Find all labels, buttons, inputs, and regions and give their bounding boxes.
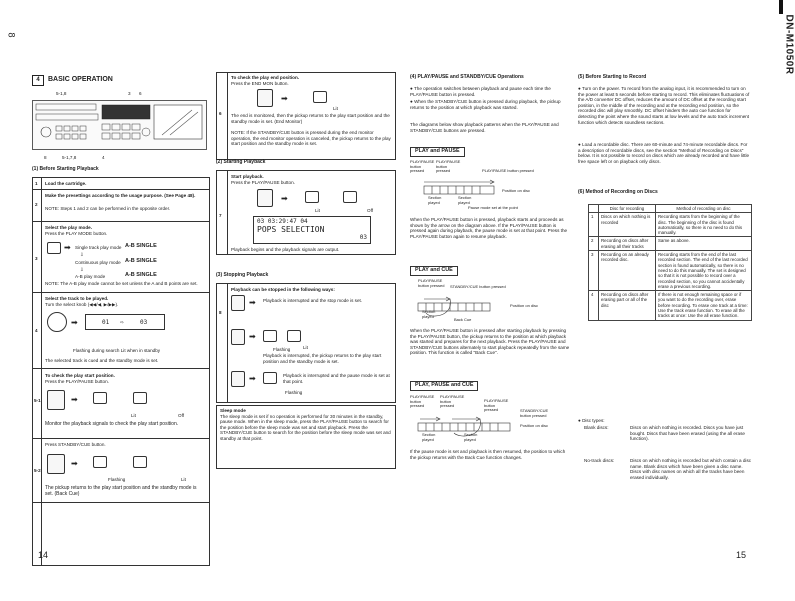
step-5-1-foot: Monitor the playback signals to check the play start position. [45, 421, 179, 427]
d2-label-1: PLAY/PAUSE button pressed [418, 278, 445, 288]
pause-indicator [263, 372, 277, 384]
no-track-discs-label: No-track discs: [584, 458, 615, 463]
stop-c-text: Playback is interrupted and the pause mode is set at that point. [283, 373, 390, 384]
step-7-no: 7 [219, 213, 222, 218]
stop-b-flash: Flashing [273, 347, 291, 352]
d3-label-1: PLAY/PAUSE button pressed [410, 394, 435, 409]
subsection-before-playback: (1) Before Starting Playback [32, 166, 99, 172]
standby-indicator [133, 456, 147, 468]
step-6-body: The end is monitored, then the pickup returns to the play start position and the standby mode is set. (End Monitor) [231, 113, 390, 124]
bullet-icon: ● [578, 142, 583, 147]
step-7-text: Press the PLAY/PAUSE button. [231, 180, 295, 185]
step-7-box [216, 170, 396, 255]
d1-label-1: PLAY/PAUSE button pressed [410, 159, 435, 174]
step-6-no: 6 [219, 111, 222, 116]
no-track-discs-desc: Discs on which nothing is recorded but which contain a disc name. Blank discs which have been given a disc name. Discs with disc names on which all the tracks have been erased individually. [630, 458, 752, 480]
stop-button-icon [231, 295, 245, 311]
off-label: Off [178, 413, 185, 418]
step-5-2-text: Press STANDBY/CUE button. [45, 442, 106, 447]
arrow-right-icon: ➡ [281, 94, 288, 103]
d1-label-4: Position on disc [502, 188, 531, 193]
play-pause-cue-box: PLAY, PAUSE and CUE [410, 381, 478, 391]
single-mode-display: A-B SINGLE [125, 243, 157, 249]
d1-label-6: Section played [458, 195, 472, 205]
down-arrow-icon: ⇩ [80, 252, 84, 257]
arrow-right-icon: ➡ [71, 318, 78, 327]
section-number: 4 [36, 77, 40, 83]
d2-label-2: STANDBY/CUE button pressed [450, 284, 506, 289]
arrow-right-icon: ➡ [281, 194, 288, 203]
bullet-icon: ● [578, 418, 583, 423]
table-row [589, 237, 752, 251]
arrow-right-icon: ➡ [71, 395, 78, 404]
brand-tab [778, 0, 793, 100]
hand-press-icon [257, 89, 273, 107]
steps-table [32, 177, 210, 566]
lit-label: Lit [315, 208, 320, 213]
blank-discs-label: Blank discs: [584, 425, 609, 430]
pp-bullet-1-text: The operation switches between playback and pause each time the PLAY/PAUSE button is pressed. [410, 86, 551, 97]
section-title: BASIC OPERATION [48, 76, 113, 83]
pp-text-3: If the pause mode is set and playback is then resumed, the position to which the pickup returns with the Back Cue function changes. [410, 449, 566, 460]
step-2-no: 2 [35, 202, 38, 207]
device-label-bottom-mid: 5-1,7,8 [62, 155, 77, 160]
starting-playback-title: (2) Starting Playback [216, 159, 266, 165]
pp-bullet-1 [410, 86, 570, 97]
hand-press-icon [47, 454, 65, 474]
step-5-1-text2: Press the PLAY/PAUSE button. [45, 379, 109, 384]
lit-label: Lit [333, 106, 338, 111]
step-5-2-foot: The pickup returns to the play start position and the standby mode is set. (Back Cue) [45, 485, 197, 497]
stop-b-lit: Lit [303, 345, 308, 350]
standby-indicator [133, 392, 147, 404]
d3-label-7: Section played [464, 432, 478, 442]
stop-c-flash: Flashing [285, 390, 303, 395]
diagram-play-pause [410, 160, 570, 210]
step-8-box [216, 283, 396, 403]
device-label-bottom-left: 8 [44, 155, 47, 160]
row-no: 3 [589, 251, 599, 291]
lit-label: Lit [181, 477, 186, 482]
step-3-text: Select the play mode. [45, 225, 92, 230]
lcd-line-3: 03 [359, 234, 367, 241]
playback-lcd [253, 216, 371, 244]
table-row [589, 251, 752, 291]
step-5-1-text: To check the play start position. [45, 373, 115, 378]
cont-mode-display: A-B SINGLE [125, 258, 157, 264]
step-6-note: NOTE: If the STANDBY/CUE button is pressed during the end monitor operation, the end monitor operation is canceled, the pickup returns to the play start position and the standby mode is set. [231, 130, 391, 147]
hand-press-icon [257, 189, 273, 207]
table-head-no [589, 205, 599, 213]
recording-method-table [588, 204, 752, 321]
track-display-from: 01 [102, 319, 110, 326]
record-bullet-2-text: Load a recordable disc. There are 60-minute and 74-minute recordable discs. For a description of recordable discs, see the section "Method of Recording on Discs" below. It is not possible to record on discs which are already recorded and have little free space left or on playback only discs. [578, 142, 750, 164]
play-and-cue-box: PLAY and CUE [410, 266, 458, 276]
step-4-text2: Turn the select knob (◀◀/◀, ▶/▶▶). [45, 302, 119, 307]
method-title: (6) Method of Recording on Discs [578, 189, 658, 195]
d3-label-6: Section played [422, 432, 436, 442]
standby-indicator [343, 191, 357, 203]
left-page-number: 14 [38, 550, 49, 560]
select-knob[interactable] [47, 312, 67, 332]
pp-text-2: When the PLAY/PAUSE button is pressed after starting playback by pressing the PLAY/PAUSE button, the pickup returns to the position at which playback was started and prepares for the next playback. Press the PLAY/PAUSE and STANDBY/CUE buttons alternately to start playback repeatedly from the same position. This function is called "Back Cue". [410, 328, 570, 356]
bullet-icon: ● [410, 99, 415, 104]
step-7-foot: Playback begins and the playback signals are output. [231, 247, 340, 252]
track-display [85, 314, 165, 330]
step-4-no: 4 [35, 328, 38, 333]
record-bullet-2 [578, 142, 750, 164]
single-mode-label: Single track play mode [75, 245, 122, 250]
step-4-flash: Flashing during search Lit when in standby [73, 348, 161, 353]
hand-press-icon [47, 390, 65, 410]
step-4-text: Select the track to be played. [45, 296, 109, 301]
track-display-to: 03 [140, 319, 148, 326]
stop-a-text: Playback is interrupted and the stop mode is set. [263, 298, 363, 303]
before-record-title: (5) Before Starting to Record [578, 74, 647, 80]
standby-button-icon [231, 329, 245, 345]
step-8-no: 8 [219, 310, 222, 315]
section-number-box [32, 75, 44, 86]
lcd-line-2: POPS SELECTION [257, 225, 325, 234]
diagram-play-cue [410, 279, 570, 325]
stop-b-text: Playback is interrupted, the pickup returns to the play start position and the standby mode is set. [263, 353, 382, 364]
brand-tab-text: DN-M1050R [783, 14, 795, 75]
table-head-disc: Disc for recording [599, 205, 656, 213]
off-label: Off [367, 208, 374, 213]
record-bullet-1 [578, 86, 750, 125]
device-label-top-mid: 3 [128, 91, 131, 96]
track-arrow-icon: ⇨ [120, 319, 124, 326]
d3-label-2: PLAY/PAUSE button pressed [440, 394, 465, 409]
d2-label-3: Position on disc [510, 303, 539, 308]
d2-label-4: Section played [422, 309, 436, 319]
table-row [589, 213, 752, 237]
d3-label-3: PLAY/PAUSE button pressed [484, 398, 509, 413]
bullet-icon: ● [410, 86, 414, 91]
step-6-title: To check the play end position. [231, 75, 300, 80]
table-head-method: Method of recording on disc [656, 205, 752, 213]
row-method: Same as above. [656, 237, 752, 251]
device-label-top-left: 5-1,8 [56, 91, 67, 96]
row-disc: Recording on discs after erasing all their tracks [599, 237, 656, 251]
d3-label-5: Position on disc [520, 423, 549, 428]
play-pause-indicator [305, 191, 319, 203]
step-3-no: 3 [35, 256, 38, 261]
play-pause-section-title: (4) PLAY/PAUSE and STANDBY/CUE Operations [410, 74, 524, 80]
row-method: If there is not enough remaining space or if you want to do the recording over, erase before recording. To erase one track at a time: Use the track erase function. To erase all the tracks at once: Use the all erase function. [656, 291, 752, 320]
arrow-right-icon: ➡ [64, 243, 71, 252]
cont-mode-label: Continuous play mode [75, 260, 121, 265]
play-and-pause-box: PLAY and PAUSE [410, 147, 465, 157]
standby-indicator [287, 330, 301, 342]
play-pause-indicator [263, 330, 277, 342]
step-3-text2: Press the PLAY MODE button. [45, 231, 108, 236]
lcd-line-1: 03 03:29:47 04 [257, 218, 308, 225]
arrow-right-icon: ➡ [71, 459, 78, 468]
step-2-note: NOTE: Steps 1 and 2 can be performed in the opposite order. [45, 206, 171, 211]
device-label-bottom-right: 4 [102, 155, 105, 160]
sleep-mode-box [216, 405, 396, 469]
corner-number: 8 [6, 32, 17, 38]
row-disc: Recording on discs after erasing part or all of the disc [599, 291, 656, 320]
row-method: Recording starts from the beginning of the disc. The beginning of the disc is found automatically, so there is no need to do this manually. [656, 213, 752, 237]
stopping-playback-title: (3) Stopping Playback [216, 272, 269, 278]
sleep-mode-text: The sleep mode is set if no operation is performed for 30 minutes in the standby, pause mode. When in the sleep mode, press the PLAY/PAUSE button to search for the position before the sleep mode was set and start playback. Press the STANDBY/CUE button to search for the position before the sleep mode was set and standby at that point. [220, 413, 391, 441]
step-3-note: NOTE: The A-B play mode cannot be set unless the A and B points are set. [45, 281, 198, 286]
sleep-mode-title: Sleep mode [220, 408, 246, 413]
ab-mode-label: A-B play mode [75, 274, 106, 279]
ab-mode-display: A-B SINGLE [125, 272, 157, 278]
arrow-right-icon: ➡ [249, 298, 256, 307]
pp-bullet-2-text: When the STANDBY/CUE button is pressed during playback, the pickup returns to the position at which playback was started. [410, 99, 561, 110]
d1-label-5: Section played [428, 195, 442, 205]
bullet-icon: ● [578, 86, 582, 91]
step-2-text: Make the presettings according to the usage purpose. (See Page 48). [45, 193, 196, 198]
table-row [589, 291, 752, 320]
row-disc: Discs on which nothing is recorded [599, 213, 656, 237]
row-no: 4 [589, 291, 599, 320]
d3-label-4: STANDBY/CUE button pressed [520, 408, 549, 418]
blank-discs-desc: Discs on which nothing is recorded. Discs you have just bought. Discs that have been erased (using the all erase function). [630, 425, 745, 442]
row-no: 1 [589, 213, 599, 237]
right-page-number: 15 [736, 550, 747, 560]
row-no: 2 [589, 237, 599, 251]
d1-label-2: PLAY/PAUSE button pressed [436, 159, 461, 174]
d1-label-3: PLAY/PAUSE button pressed [482, 168, 534, 173]
step-1-no: 1 [35, 181, 38, 186]
down-arrow-icon: ⇩ [80, 267, 84, 272]
step-1-text: Load the cartridge. [45, 181, 87, 186]
step-6-text: Press the END MON button. [231, 81, 289, 86]
play-pause-indicator [93, 392, 107, 404]
pp-intro: The diagrams below show playback patterns when the PLAY/PAUSE and STANDBY/CUE buttons are pressed. [410, 122, 559, 133]
arrow-right-icon: ➡ [249, 374, 256, 383]
row-disc: Recording on an already recorded disc. [599, 251, 656, 291]
step-5-2-no: 5-2 [34, 468, 41, 473]
end-mon-indicator [313, 91, 327, 103]
pp-text-1: When the PLAY/PAUSE button is pressed, playback starts and proceeds as shown by the arrow on the diagram above. If the PLAY/PAUSE button is pressed again during playback, the pause mode is set at that point. Press the PLAY/PAUSE button again to resume playback. [410, 217, 568, 239]
step-4-foot: The selected track is cued and the standby mode is set. [45, 358, 159, 363]
record-bullet-1-text: Turn on the power. To record from the analog input, it is recommended to turn on the power at least 5 seconds before starting to record. This eliminates fluctuations of the A/D converter DC offset, reduces the amount of DC offset at the recording start position, in the middle of the recording and at the recording end position, so the recorded disc will play smoothly. DC offset hinders the auto cue function for detecting the point where the sound starts at low levels and the auto track increment function which detects soundless sections. [578, 86, 750, 125]
pause-button-icon [231, 371, 245, 387]
device-illustration [32, 100, 207, 150]
arrow-right-icon: ➡ [249, 332, 256, 341]
lit-label: Lit [131, 413, 136, 418]
disc-types-title [578, 418, 605, 424]
d1-label-7: Pause mode set at the point [468, 205, 518, 210]
pp-bullet-2 [410, 99, 570, 110]
row-method: Recording starts from the end of the last recorded section. The end of the last recorded section is found automatically, so there is no need to do this manually. The set is designed so that it is not possible to record over a recorded section, so you cannot accidentally erase a previous recording. [656, 251, 752, 291]
diagram-play-pause-cue [410, 395, 570, 443]
device-label-top-right: 6 [139, 91, 142, 96]
step-7-head: Start playback. [231, 174, 264, 179]
step-6-box [216, 72, 396, 160]
step-5-1-no: 5-1 [34, 398, 41, 403]
flashing-label: Flashing [108, 477, 126, 482]
play-mode-button[interactable] [47, 242, 61, 254]
d2-label-5: Back Cue [454, 317, 472, 322]
disc-types-label: Disc types: [582, 418, 605, 423]
play-pause-indicator [93, 456, 107, 468]
step-8-head: Playback can be stopped in the following ways: [231, 287, 335, 292]
